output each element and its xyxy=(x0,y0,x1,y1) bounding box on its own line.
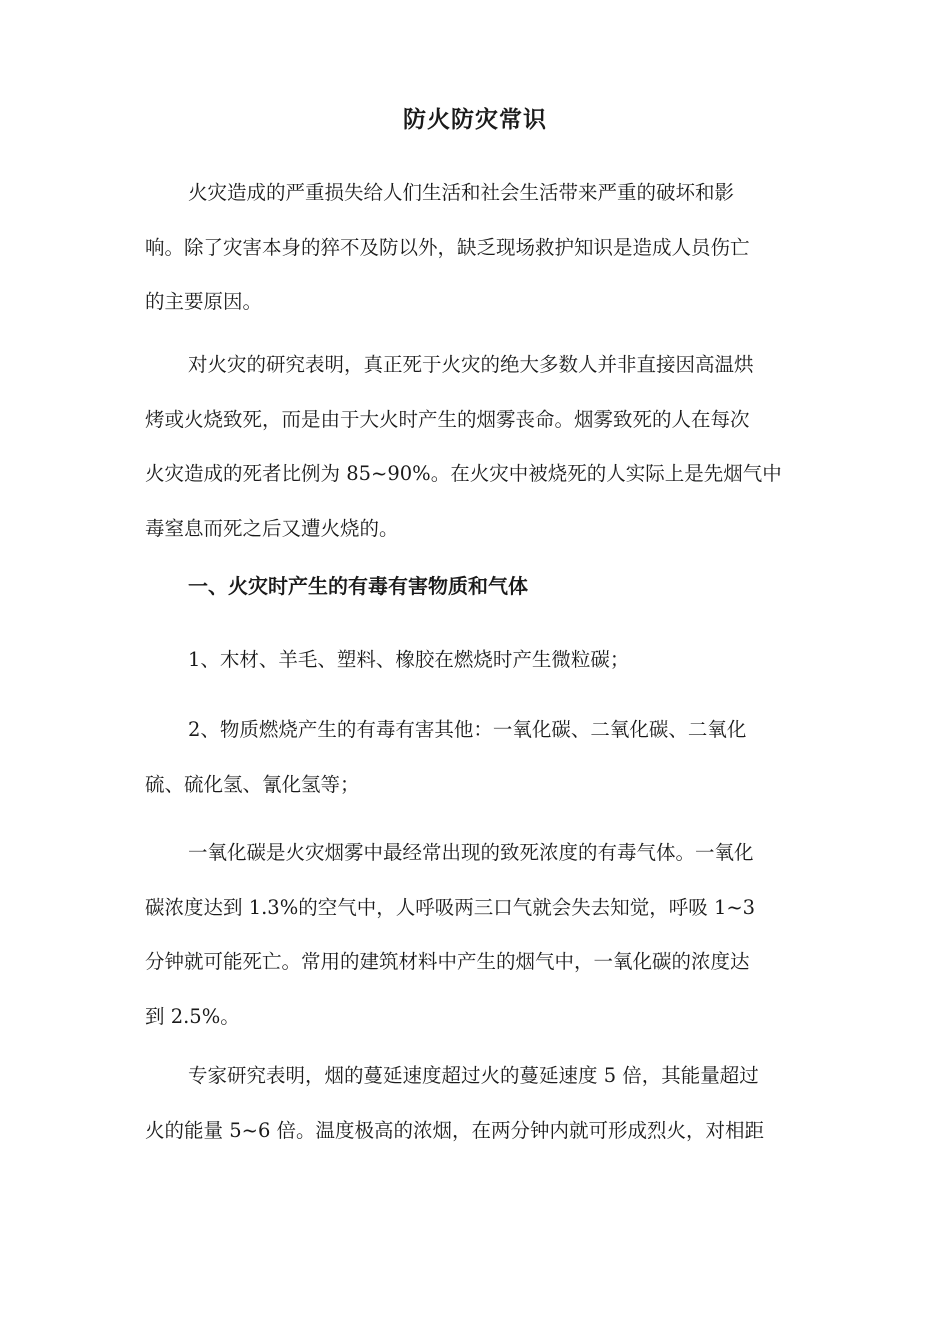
text-line: 的主要原因。 xyxy=(145,290,263,313)
text-line: 专家研究表明，烟的蔓延速度超过火的蔓延速度 5 倍，其能量超过 xyxy=(188,1064,759,1087)
text-line: 毒窒息而死之后又遭火烧的。 xyxy=(145,516,399,540)
section-heading: 一、火灾时产生的有毒有害物质和气体 xyxy=(188,574,528,598)
text-line: 1、木材、羊毛、塑料、橡胶在燃烧时产生微粒碳； xyxy=(188,648,630,671)
document-title: 防火防灾常识 xyxy=(403,106,547,133)
text-line: 到 2.5%。 xyxy=(145,1004,240,1028)
text-line: 2、物质燃烧产生的有毒有害其他：一氧化碳、二氧化碳、二氧化 xyxy=(188,718,747,741)
text-line: 响。除了灾害本身的猝不及防以外，缺乏现场救护知识是造成人员伤亡 xyxy=(145,235,750,259)
list-item-1 xyxy=(145,633,820,688)
text-line: 火灾造成的死者比例为 85~90%。在火灾中被烧死的人实际上是先烟气中 xyxy=(145,462,782,485)
text-line: 火灾造成的严重损失给人们生活和社会生活带来严重的破坏和影 xyxy=(188,181,735,204)
paragraph-intro xyxy=(145,166,820,330)
text-line: 火的能量 5~6 倍。温度极高的浓烟，在两分钟内就可形成烈火，对相距 xyxy=(145,1118,765,1142)
list-item-2 xyxy=(145,703,820,812)
text-line: 一氧化碳是火灾烟雾中最经常出现的致死浓度的有毒气体。一氧化 xyxy=(188,841,754,864)
text-line: 硫、硫化氢、氰化氢等； xyxy=(145,772,360,796)
text-line: 碳浓度达到 1.3%的空气中，人呼吸两三口气就会失去知觉，呼吸 1~3 xyxy=(145,895,756,919)
paragraph-research xyxy=(145,338,820,556)
text-line: 烤或火烧致死，而是由于大火时产生的烟雾丧命。烟雾致死的人在每次 xyxy=(145,407,750,431)
text-line: 分钟就可能死亡。常用的建筑材料中产生的烟气中，一氧化碳的浓度达 xyxy=(145,950,750,973)
paragraph-smoke-spread xyxy=(145,1049,820,1158)
paragraph-carbon-monoxide xyxy=(145,826,820,1044)
text-line: 对火灾的研究表明，真正死于火灾的绝大多数人并非直接因高温烘 xyxy=(188,353,754,376)
